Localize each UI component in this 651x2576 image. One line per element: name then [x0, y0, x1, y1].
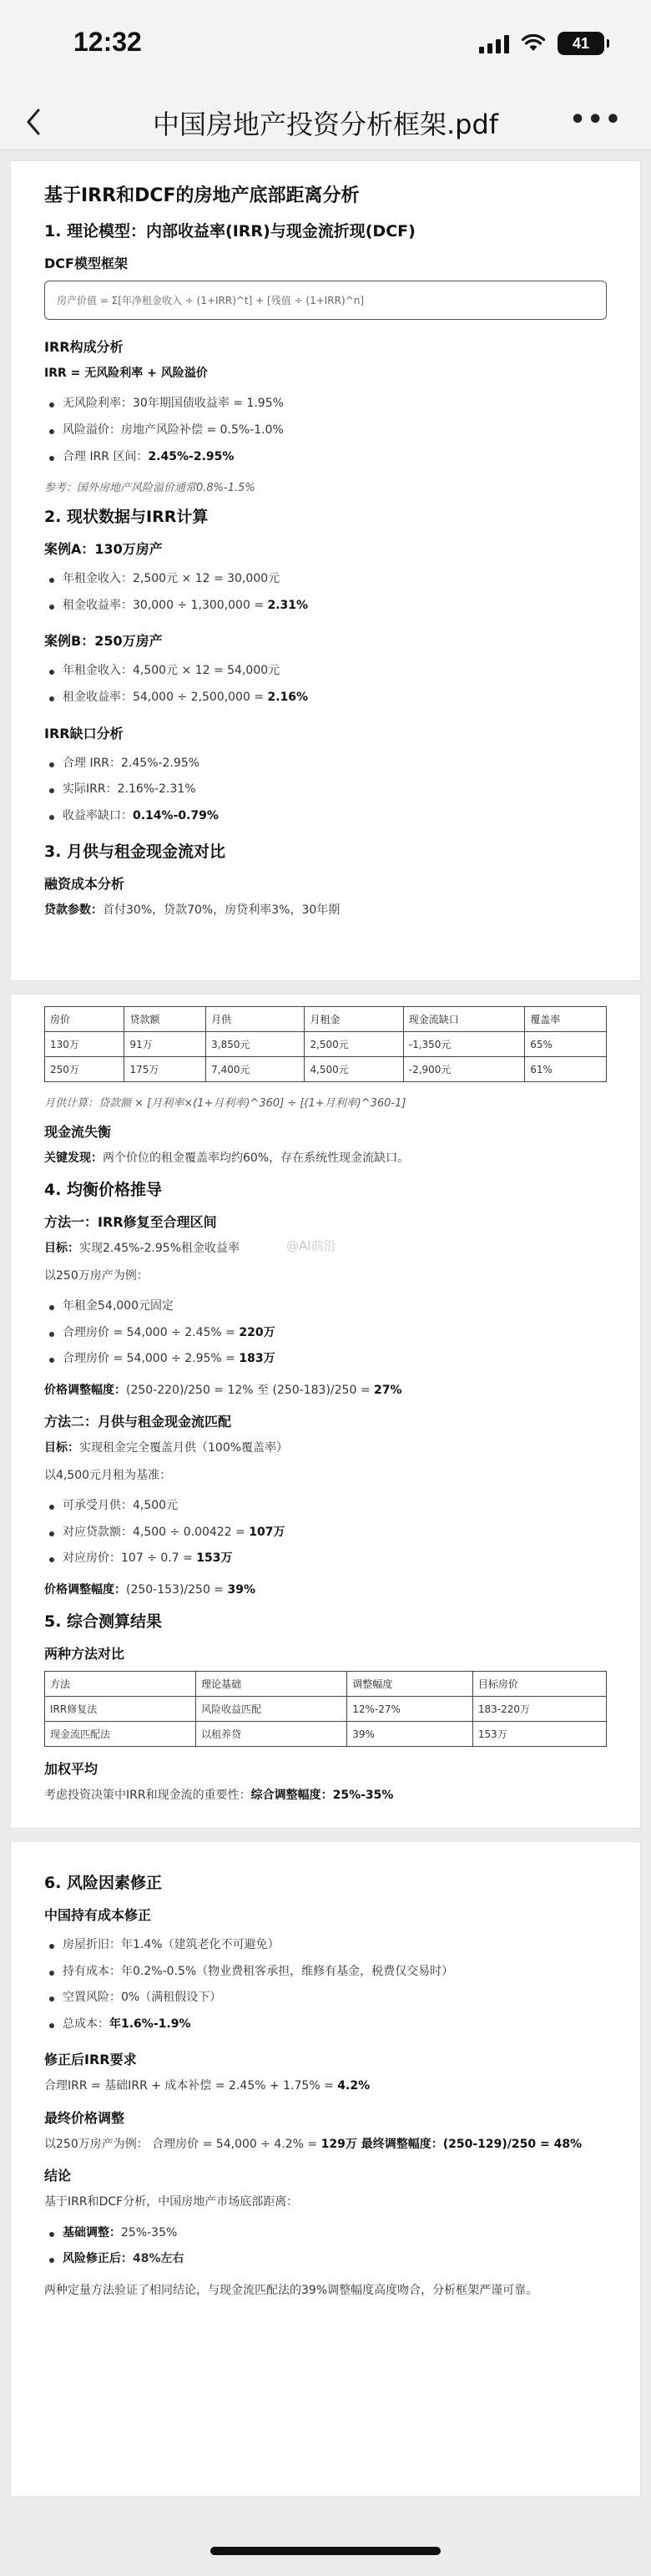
table-cell: IRR修复法: [45, 1697, 196, 1722]
final-adjustment-title: 最终价格调整: [44, 2109, 125, 2126]
list-item: 租金收益率：30,000 ÷ 1,300,000 = 2.31%: [44, 593, 607, 620]
table-cell: 65%: [525, 1032, 607, 1057]
pdf-page-1: [10, 160, 641, 981]
table-header-cell: 目标房价: [472, 1672, 606, 1697]
table-row: [45, 1032, 607, 1057]
table-cell: 3,850元: [206, 1032, 305, 1057]
table-header-cell: 覆盖率: [525, 1007, 607, 1032]
table-cell: 4,500元: [305, 1057, 403, 1082]
table-header-cell: 现金流缺口: [403, 1007, 525, 1032]
table-cell: 以租养贷: [196, 1722, 347, 1747]
list-item: 基础调整：25%-35%: [44, 2220, 607, 2247]
list-item: 无风险利率：30年期国债收益率 = 1.95%: [44, 391, 607, 418]
table-cell: 风险收益匹配: [196, 1697, 347, 1722]
payment-formula: 月供计算：贷款额 × [月利率×(1+月利率)^360] ÷ [(1+月利率)^360-1]: [44, 1097, 406, 1110]
pdf-page-3: [10, 1841, 641, 2497]
list-item: 风险修正后：48%左右: [44, 2246, 607, 2273]
cash-flow-title: 现金流失衡: [44, 1124, 112, 1140]
financing-title: 融资成本分析: [44, 876, 125, 893]
table-cell: -2,900元: [403, 1057, 525, 1082]
method-2-example: 以4,500元月租为基准：: [44, 1468, 172, 1482]
mortgage-table: [44, 1006, 607, 1082]
list-item: 收益率缺口：0.14%-0.79%: [44, 803, 607, 830]
irr-requirement-title: 修正后IRR要求: [44, 2052, 137, 2068]
dcf-formula-box: 房产价值 = Σ[年净租金收入 ÷ (1+IRR)^t] + [残值 ÷ (1+IRR)^n]: [44, 281, 607, 320]
irr-requirement-text: 合理IRR = 基础IRR + 成本补偿 = 2.45% + 1.75% = 4.2%: [44, 2079, 371, 2093]
table-header-cell: 贷款额: [124, 1007, 206, 1032]
section-1-title: 1. 理论模型：内部收益率(IRR)与现金流折现(DCF): [44, 222, 416, 240]
cellular-signal-icon: [479, 33, 509, 53]
case-a-title: 案例A：130万房产: [44, 541, 163, 558]
irr-note: 参考：国外房地产风险溢价通常0.8%-1.5%: [44, 482, 255, 495]
list-item: 总成本：年1.6%-1.9%: [44, 2012, 607, 2038]
list-item: 合理 IRR：2.45%-2.95%: [44, 751, 607, 777]
section-2-title: 2. 现状数据与IRR计算: [44, 508, 209, 527]
more-options-button[interactable]: [569, 105, 623, 134]
section-6-title: 6. 风险因素修正: [44, 1874, 163, 1892]
list-item: 年租金54,000元固定: [44, 1293, 607, 1320]
table-cell: 39%: [347, 1722, 473, 1747]
financing-params: 贷款参数：首付30%，贷款70%，房贷利率3%，30年期: [44, 903, 341, 918]
method-1-goal: 目标：实现2.45%-2.95%租金收益率: [44, 1242, 240, 1256]
method-2-list: [44, 1493, 607, 1572]
case-b-list: [44, 658, 607, 711]
list-item: 合理 IRR 区间：2.45%-2.95%: [44, 444, 607, 471]
battery-icon: 41: [558, 32, 604, 55]
mortgage-table-body: [45, 1032, 607, 1082]
gap-list: [44, 751, 607, 830]
table-header-cell: 理论基础: [196, 1672, 347, 1697]
table-cell: 61%: [525, 1057, 607, 1082]
table-cell: 250万: [45, 1057, 124, 1082]
irr-formula: IRR = 无风险利率 + 风险溢价: [44, 367, 208, 380]
method-1-list: [44, 1293, 607, 1373]
table-cell: 91万: [124, 1032, 206, 1057]
conclusion-list: [44, 2220, 607, 2273]
pdf-page-2: [10, 994, 641, 1829]
table-row: [45, 1722, 607, 1747]
table-header-cell: 月租金: [305, 1007, 403, 1032]
list-item: 对应贷款额：4,500 ÷ 0.00422 = 107万: [44, 1520, 607, 1546]
table-cell: 183-220万: [472, 1697, 606, 1722]
case-b-title: 案例B：250万房产: [44, 633, 163, 650]
holding-cost-title: 中国持有成本修正: [44, 1907, 152, 1923]
list-item: 租金收益率：54,000 ÷ 2,500,000 = 2.16%: [44, 685, 607, 711]
table-cell: -1,350元: [403, 1032, 525, 1057]
status-time: 12:32: [73, 27, 142, 57]
page-heading: 基于IRR和DCF的房地产底部距离分析: [44, 185, 360, 206]
list-item: 实际IRR：2.16%-2.31%: [44, 777, 607, 803]
list-item: 持有成本：年0.2%-0.5%（物业费租客承担，维修有基金，税费仅交易时）: [44, 1959, 607, 1986]
list-item: 可承受月供：4,500元: [44, 1493, 607, 1520]
conclusion-final: 两种定量方法验证了相同结论，与现金流匹配法的39%调整幅度高度吻合，分析框架严谨可靠。: [44, 2283, 538, 2297]
table-header-row: [45, 1007, 607, 1032]
method-2-goal: 目标：实现租金完全覆盖月供（100%覆盖率）: [44, 1441, 289, 1455]
table-header-cell: 调整幅度: [347, 1672, 473, 1697]
table-row: [45, 1697, 607, 1722]
table-cell: 12%-27%: [347, 1697, 473, 1722]
method-1-example: 以250万房产为例：: [44, 1268, 149, 1283]
table-cell: 2,500元: [305, 1032, 403, 1057]
nav-bar: [0, 92, 651, 150]
list-item: 房屋折旧：年1.4%（建筑老化不可避免）: [44, 1932, 607, 1959]
gap-title: IRR缺口分析: [44, 725, 124, 741]
table-cell: 153万: [472, 1722, 606, 1747]
section-3-title: 3. 月供与租金现金流对比: [44, 843, 226, 862]
list-item: 空置风险：0%（满租假设下）: [44, 1985, 607, 2012]
status-icons: [479, 32, 604, 55]
table-cell: 130万: [45, 1032, 124, 1057]
irr-list: [44, 391, 607, 470]
weighted-average-text: 考虑投资决策中IRR和现金流的重要性：综合调整幅度：25%-35%: [44, 1789, 394, 1803]
list-item: 对应房价：107 ÷ 0.7 = 153万: [44, 1546, 607, 1572]
section-5-title: 5. 综合测算结果: [44, 1612, 163, 1632]
weighted-average-title: 加权平均: [44, 1761, 98, 1778]
key-finding: 关键发现：两个价位的租金覆盖率均约60%，存在系统性现金流缺口。: [44, 1151, 410, 1165]
list-item: 合理房价 = 54,000 ÷ 2.45% = 220万: [44, 1320, 607, 1347]
document-title: 中国房地产投资分析框架.pdf: [152, 109, 499, 140]
final-adjustment-text: 以250万房产为例： 合理房价 = 54,000 ÷ 4.2% = 129万 最终调整幅度：(250-129)/250 = 48%: [44, 2137, 583, 2151]
table-cell: 7,400元: [206, 1057, 305, 1082]
home-indicator[interactable]: [210, 2547, 441, 2555]
more-icon: •••: [569, 105, 623, 134]
table-header-cell: 方法: [45, 1672, 196, 1697]
irr-title: IRR构成分析: [44, 339, 124, 355]
section-4-title: 4. 均衡价格推导: [44, 1181, 163, 1200]
holding-cost-list: [44, 1932, 607, 2037]
dcf-title: DCF模型框架: [44, 256, 128, 271]
method-1-title: 方法一：IRR修复至合理区间: [44, 1214, 217, 1231]
comparison-title: 两种方法对比: [44, 1646, 125, 1663]
list-item: 风险溢价：房地产风险补偿 = 0.5%-1.0%: [44, 418, 607, 444]
table-cell: 现金流匹配法: [45, 1722, 196, 1747]
conclusion-text: 基于IRR和DCF分析，中国房地产市场底部距离：: [44, 2195, 299, 2209]
table-header-row: [45, 1672, 607, 1697]
list-item: 年租金收入：2,500元 × 12 = 30,000元: [44, 566, 607, 593]
conclusion-title: 结论: [44, 2168, 72, 2184]
table-header-cell: 房价: [45, 1007, 124, 1032]
list-item: 合理房价 = 54,000 ÷ 2.95% = 183万: [44, 1346, 607, 1373]
watermark: @AI前沿: [286, 1238, 336, 1253]
list-item: 年租金收入：4,500元 × 12 = 54,000元: [44, 658, 607, 685]
case-a-list: [44, 566, 607, 619]
comparison-table: [44, 1671, 607, 1747]
table-row: [45, 1057, 607, 1082]
wifi-icon: [521, 34, 546, 53]
method-1-adjustment: 价格调整幅度：(250-220)/250 = 12% 至 (250-183)/250 = 27%: [44, 1383, 402, 1397]
method-2-adjustment: 价格调整幅度：(250-153)/250 = 39%: [44, 1582, 256, 1597]
table-cell: 175万: [124, 1057, 206, 1082]
method-2-title: 方法二：月供与租金现金流匹配: [44, 1414, 232, 1430]
table-header-cell: 月供: [206, 1007, 305, 1032]
comparison-table-body: [45, 1697, 607, 1747]
status-bar: [0, 0, 651, 92]
